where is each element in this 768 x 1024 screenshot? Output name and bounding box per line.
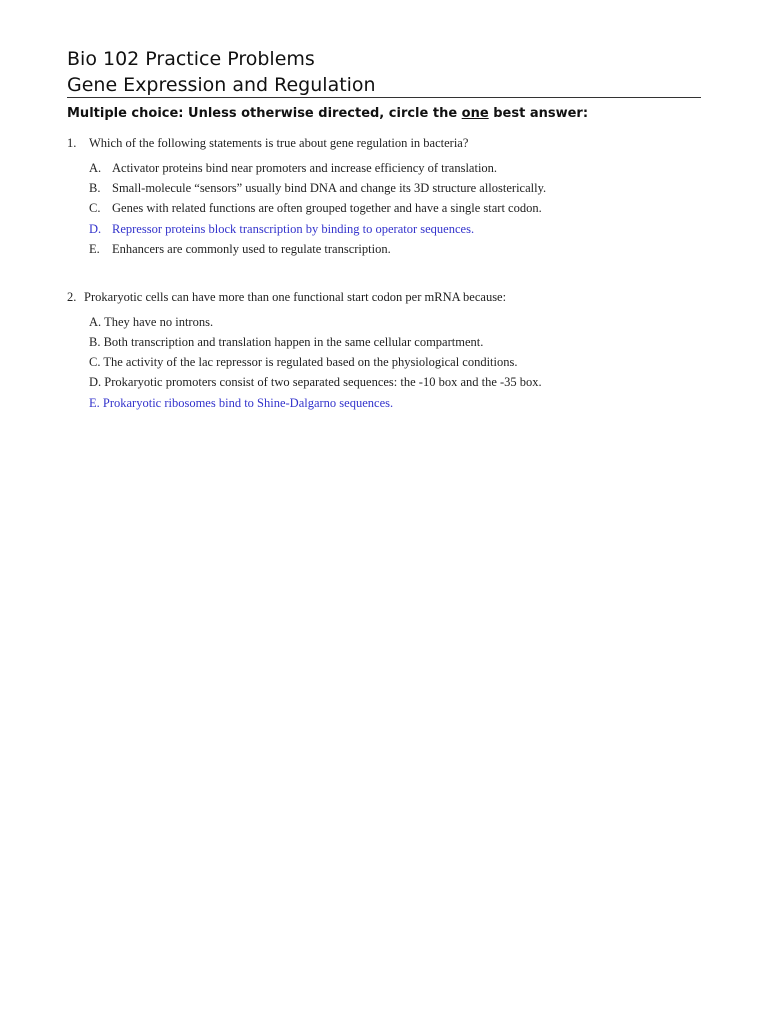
- option-letter: E.: [89, 396, 100, 410]
- header-divider: [67, 97, 701, 98]
- q1-option-c: [89, 200, 542, 216]
- q1-option-d-correct-answer: [89, 221, 474, 237]
- option-text: Activator proteins bind near promoters and increase efficiency of translation.: [112, 161, 498, 175]
- option-text: Both transcription and translation happen in the same cellular compartment.: [103, 335, 484, 349]
- option-text: The activity of the lac repressor is regulated based on the physiological conditions.: [103, 355, 518, 369]
- option-letter: B.: [89, 335, 101, 349]
- question-number: 2.: [67, 290, 77, 304]
- option-text: Repressor proteins block transcription by binding to operator sequences.: [112, 222, 475, 236]
- option-letter: A.: [89, 161, 102, 175]
- option-letter: A.: [89, 315, 102, 329]
- option-text: Small-molecule “sensors” usually bind DNA and change its 3D structure allosterically.: [112, 181, 547, 195]
- q2-option-a: [89, 314, 213, 330]
- instructions-text-after: best answer:: [488, 106, 589, 121]
- option-letter: E.: [89, 242, 100, 256]
- option-letter: C.: [89, 201, 101, 215]
- question-1: [67, 135, 468, 151]
- document-title: Bio 102 Practice Problems: [67, 48, 315, 70]
- document-subtitle: Gene Expression and Regulation: [67, 74, 376, 96]
- option-text: They have no introns.: [104, 315, 214, 329]
- instructions-underlined-word: one: [461, 106, 489, 121]
- option-text: Genes with related functions are often grouped together and have a single start codon.: [112, 201, 542, 215]
- instructions: [67, 105, 588, 123]
- option-letter: C.: [89, 355, 101, 369]
- q1-option-a: [89, 160, 497, 176]
- question-text: Which of the following statements is true about gene regulation in bacteria?: [89, 136, 469, 150]
- option-text: Prokaryotic ribosomes bind to Shine-Dalgarno sequences.: [102, 396, 394, 410]
- q2-option-b: [89, 334, 483, 350]
- question-number: 1.: [67, 136, 77, 150]
- q2-option-e-correct-answer: [89, 395, 393, 411]
- question-text: Prokaryotic cells can have more than one functional start codon per mRNA because:: [84, 290, 507, 304]
- option-letter: D.: [89, 375, 102, 389]
- q2-option-d: [89, 374, 542, 390]
- option-text: Prokaryotic promoters consist of two separated sequences: the -10 box and the -35 box.: [104, 375, 542, 389]
- option-text: Enhancers are commonly used to regulate transcription.: [112, 242, 391, 256]
- option-letter: D.: [89, 222, 102, 236]
- q2-option-c: [89, 354, 518, 370]
- instructions-text-before: Multiple choice: Unless otherwise directed, circle the: [67, 106, 462, 121]
- question-2: [67, 289, 506, 305]
- option-letter: B.: [89, 181, 101, 195]
- q1-option-b: [89, 180, 546, 196]
- q1-option-e: [89, 241, 391, 257]
